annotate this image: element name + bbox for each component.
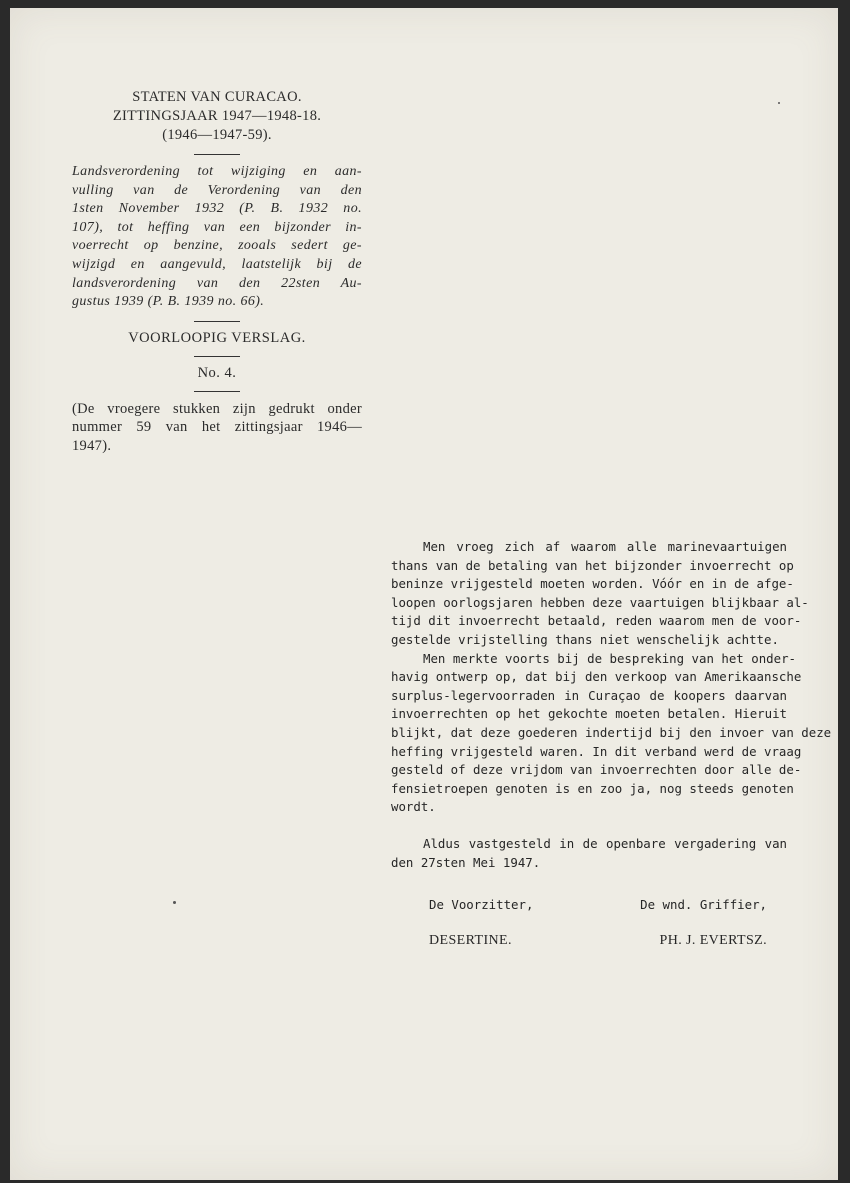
paragraph-surplus-stores <box>391 650 832 817</box>
closing-statement <box>391 835 787 872</box>
paragraph-line: surplus-legervoorraden in Curaçao de koopers daarvan <box>391 687 787 703</box>
paragraph-line: loopen oorlogsjaren hebben deze vaartuigen blijkbaar al- <box>391 594 809 610</box>
description-line: wijzigd en aangevuld, laatstelijk bij de <box>72 256 362 272</box>
paragraph-line: Men vroeg zich af waarom alle marinevaartuigen <box>423 539 787 554</box>
ordinance-description <box>72 163 362 312</box>
note-line: nummer 59 van het zittingsjaar 1946— <box>72 419 362 436</box>
paragraph-line: gestelde vrijstelling thans niet wenschelijk achtte. <box>391 631 779 647</box>
paragraph-line: tijd dit invoerrecht betaald, reden waarom men de voor- <box>391 613 802 629</box>
signature-names <box>391 932 787 952</box>
header-line-1: STATEN VAN CURACAO. <box>132 89 302 105</box>
description-line: Landsverordening tot wijziging en aan- <box>72 164 362 179</box>
description-line: vulling van de Verordening van den <box>72 182 362 198</box>
paragraph-line: invoerrechten op het gekochte moeten betalen. Hieruit <box>391 706 787 722</box>
divider-rule <box>194 321 240 322</box>
description-line: 107), tot heffing van een bijzonder in- <box>72 219 362 235</box>
document-number: No. 4. <box>197 364 237 381</box>
right-column <box>391 538 832 952</box>
paragraph-line: blijkt, dat deze goederen indertijd bij den invoer van deze <box>391 724 832 740</box>
paper-speck <box>173 901 176 904</box>
description-line: 1sten November 1932 (P. B. 1932 no. <box>72 201 362 217</box>
description-line: gustus 1939 (P. B. 1939 no. 66). <box>72 294 265 310</box>
paragraph-line: heffing vrijgesteld waren. In dit verband werd de vraag <box>391 743 802 759</box>
document-page <box>10 8 838 1180</box>
divider-rule <box>194 356 240 357</box>
description-line: landsverordening van den 22sten Au- <box>72 275 362 291</box>
report-title: VOORLOOPIG VERSLAG. <box>128 329 306 346</box>
note-line: (De vroegere stukken zijn gedrukt onder <box>72 400 362 417</box>
paragraph-line: beninze vrijgesteld moeten worden. Vóór en in de afge- <box>391 576 794 592</box>
description-line: voerrecht op benzine, zooals sedert ge- <box>72 238 362 254</box>
paragraph-line: havig ontwerp op, dat bij den verkoop van Amerikaansche <box>391 669 802 685</box>
paragraph-line: wordt. <box>391 799 436 815</box>
signature-titles <box>391 896 787 916</box>
paragraph-line: fensietroepen genoten is en zoo ja, nog steeds genoten <box>391 780 794 796</box>
header-line-3: (1946—1947-59). <box>162 127 272 143</box>
paper-speck <box>778 102 780 104</box>
closing-line: den 27sten Mei 1947. <box>391 854 541 870</box>
chair-name: DESERTINE. <box>429 933 512 949</box>
header-line-2: ZITTINGSJAAR 1947—1948-18. <box>112 108 322 124</box>
clerk-title: De wnd. Griffier, <box>640 897 767 913</box>
paragraph-line: thans van de betaling van het bijzonder invoerrecht op <box>391 557 794 573</box>
paragraph-line: gesteld of deze vrijdom van invoerrechten door alle de- <box>391 762 802 778</box>
divider-rule <box>194 391 240 392</box>
paragraph-marine-vessels <box>391 538 809 650</box>
chair-title: De Voorzitter, <box>429 897 534 913</box>
divider-rule <box>194 154 240 155</box>
earlier-documents-note <box>72 400 362 456</box>
document-header <box>72 88 362 145</box>
closing-line: Aldus vastgesteld in de openbare vergadering van <box>423 835 787 851</box>
left-column <box>72 88 362 456</box>
clerk-name: PH. J. EVERTSZ. <box>659 933 767 949</box>
paragraph-line: Men merkte voorts bij de bespreking van het onder- <box>423 650 796 666</box>
note-line: 1947). <box>72 437 112 454</box>
